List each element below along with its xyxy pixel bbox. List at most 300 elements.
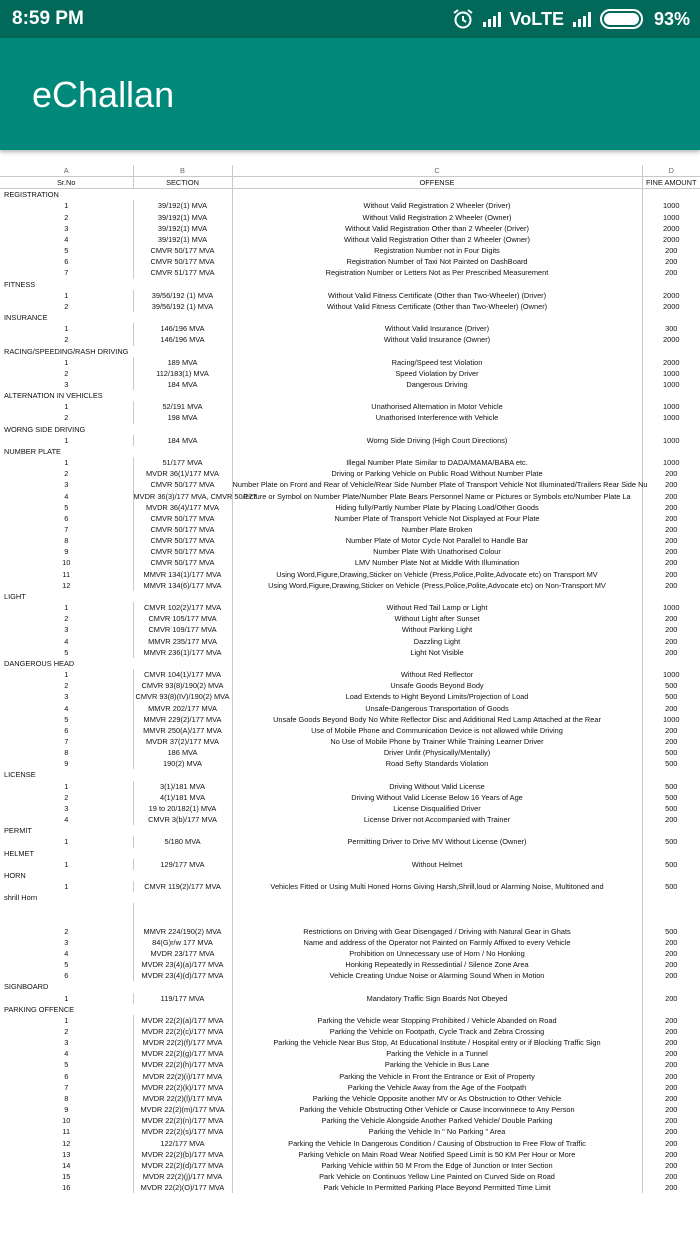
cell-sr-no: 12 [0, 1138, 133, 1149]
status-bar [0, 0, 700, 38]
cell-sr-no: 1 [0, 859, 133, 870]
cell-fine-amount: 500 [665, 692, 678, 702]
cell-section: 184 MVA [133, 435, 232, 446]
cell-section: MVDR 22(2)(j)/177 MVA [133, 1171, 232, 1182]
cell-section: CMVR 105/177 MVA [133, 613, 232, 624]
empty-cell [642, 892, 700, 903]
table-row [0, 468, 700, 479]
cell-section: MMVR 134(1)/177 MVA [133, 569, 232, 580]
table-row [0, 814, 700, 825]
cell-section: 5/180 MVA [133, 836, 232, 847]
cell-fine-amount: 2000 [663, 357, 680, 367]
cell-sr-no: 9 [0, 758, 133, 769]
cell-offense: Registration Number of Taxi Not Painted on DashBoard [232, 256, 642, 267]
cell-fine-amount: 200 [665, 1116, 678, 1126]
empty-cell [133, 279, 232, 290]
category-label: HELMET [4, 848, 34, 858]
empty-cell [133, 312, 232, 323]
cell-fine-amount: 200 [665, 1038, 678, 1048]
cell-sr-no: 1 [0, 435, 133, 446]
cell-fine-amount: 1000 [663, 379, 680, 389]
cell-sr-no: 4 [0, 234, 133, 245]
cell-sr-no: 5 [0, 714, 133, 725]
cell-section: 39/192(1) MVA [133, 212, 232, 223]
cell-fine-amount: 200 [665, 469, 678, 479]
cell-sr-no: 6 [0, 970, 133, 981]
cell-fine-amount: 200 [665, 993, 678, 1003]
cell-offense: Without Valid Registration Other than 2 Wheeler (Driver) [232, 223, 642, 234]
category-row [0, 848, 700, 859]
cell-fine-amount: 200 [665, 558, 678, 568]
cell-offense: Driving or Parking Vehicle on Public Road Without Number Plate [232, 468, 642, 479]
empty-cell [642, 346, 700, 357]
cell-section: MVDR 22(2)(O)/177 MVA [133, 1182, 232, 1193]
cell-section: 146/196 MVA [133, 334, 232, 345]
cell-section: 4(1)/181 MVA [133, 792, 232, 803]
cell-fine-amount: 200 [665, 736, 678, 746]
cell-section: MMVR 202/177 MVA [133, 703, 232, 714]
cell-offense: License Driver not Accompanied with Trainer [232, 814, 642, 825]
header-sr-no: Sr.No [0, 177, 133, 189]
app-bar [0, 38, 700, 150]
table-row [0, 267, 700, 278]
category-row [0, 1004, 700, 1015]
cell-offense: Load Extends to Hight Beyond Limits/Projection of Load [232, 691, 642, 702]
column-letter: A [0, 165, 133, 177]
cell-offense: Honking Repeatedly in Ressedintial / Silence Zone Area [232, 959, 642, 970]
status-icons [452, 8, 690, 30]
cell-sr-no: 11 [0, 569, 133, 580]
cell-offense: Parking the Vehicle in Front the Entrance or Exit of Property [232, 1071, 642, 1082]
category-row [0, 591, 700, 602]
cell-fine-amount: 1000 [663, 458, 680, 468]
table-row [0, 636, 700, 647]
empty-cell [232, 346, 642, 357]
cell-sr-no: 1 [0, 323, 133, 334]
table-row [0, 457, 700, 468]
cell-fine-amount: 500 [665, 759, 678, 769]
cell-sr-no: 3 [0, 1037, 133, 1048]
cell-fine-amount: 1000 [663, 212, 680, 222]
offense-table-body [0, 165, 700, 1193]
table-row [0, 1160, 700, 1171]
cell-offense: Without Red Tail Lamp or Light [232, 602, 642, 613]
category-row [0, 279, 700, 290]
cell-section: 112/183(1) MVA [133, 368, 232, 379]
cell-offense: Parking the Vehicle In " No Parking " Area [232, 1126, 642, 1137]
cell-section: MVDR 22(2)(m)/177 MVA [133, 1104, 232, 1115]
cell-fine-amount: 200 [665, 1183, 678, 1193]
category-label: PERMIT [4, 826, 32, 836]
cell-sr-no: 13 [0, 1149, 133, 1160]
cell-sr-no: 4 [0, 948, 133, 959]
cell-offense: Parking Vehicle within 50 M From the Edge of Junction or Inter Section [232, 1160, 642, 1171]
cell-section: 19 to 20/182(1) MVA [133, 803, 232, 814]
cell-fine-amount: 200 [665, 268, 678, 278]
cell-sr-no: 4 [0, 1048, 133, 1059]
category-label: RACING/SPEEDING/RASH DRIVING [4, 346, 129, 356]
empty-cell [232, 390, 642, 401]
empty-cell [133, 346, 232, 357]
empty-cell [0, 903, 133, 914]
empty-cell [232, 892, 642, 903]
empty-cell [232, 424, 642, 435]
cell-section: 84(G)r/w 177 MVA [133, 937, 232, 948]
cell-fine-amount: 200 [665, 1127, 678, 1137]
table-row [0, 669, 700, 680]
cell-fine-amount: 200 [665, 1060, 678, 1070]
cell-offense: Registration Number not in Four Digits [232, 245, 642, 256]
table-row [0, 557, 700, 568]
header-offense: OFFENSE [232, 177, 642, 189]
cell-offense: Name and address of the Operator not Painted on Farmly Affixed to every Vehicle [232, 937, 642, 948]
spreadsheet-view[interactable] [0, 165, 700, 1244]
cell-offense: Illegal Number Plate Similar to DADA/MAMA/BABA etc. [232, 457, 642, 468]
cell-offense: Parking Vehicle on Main Road Wear Notified Speed Limit is 50 KM Per Hour or More [232, 1149, 642, 1160]
cell-offense: Driving Without Valid License Below 16 Years of Age [232, 792, 642, 803]
cell-fine-amount: 2000 [663, 234, 680, 244]
cell-offense: Without Valid Registration Other than 2 Wheeler (Owner) [232, 234, 642, 245]
empty-cell [232, 591, 642, 602]
cell-section: MVDR 22(2)(h)/177 MVA [133, 1059, 232, 1070]
cell-sr-no: 3 [0, 937, 133, 948]
cell-offense: Driving Without Valid License [232, 781, 642, 792]
cell-offense: Vehicle Creating Undue Noise or Alarming Sound When in Motion [232, 970, 642, 981]
cell-offense: Without Helmet [232, 859, 642, 870]
blank-row [0, 903, 700, 914]
cell-section: MVDR 22(2)(i)/177 MVA [133, 1071, 232, 1082]
cell-offense: Racing/Speed test Violation [232, 357, 642, 368]
cell-sr-no: 8 [0, 747, 133, 758]
empty-cell [133, 848, 232, 859]
cell-section: 39/56/192 (1) MVA [133, 301, 232, 312]
cell-fine-amount: 1000 [663, 714, 680, 724]
cell-offense: Vehicles Fitted or Using Multi Honed Horns Giving Harsh,Shrill,loud or Alarming Noise, Multitoned and [232, 881, 642, 892]
empty-cell [133, 769, 232, 780]
cell-fine-amount: 200 [665, 513, 678, 523]
table-row [0, 435, 700, 446]
cell-section: CMVR 104(1)/177 MVA [133, 669, 232, 680]
table-row [0, 256, 700, 267]
cell-fine-amount: 200 [665, 1071, 678, 1081]
empty-cell [642, 279, 700, 290]
cell-section: 198 MVA [133, 412, 232, 423]
cell-offense: Parking the Vehicle Away from the Age of the Footpath [232, 1082, 642, 1093]
table-row [0, 401, 700, 412]
cell-section: CMVR 50/177 MVA [133, 546, 232, 557]
cell-sr-no: 2 [0, 368, 133, 379]
empty-cell [642, 848, 700, 859]
cell-fine-amount: 200 [665, 614, 678, 624]
empty-cell [232, 279, 642, 290]
cell-fine-amount: 500 [665, 837, 678, 847]
cell-offense: Number Plate of Transport Vehicle Not Displayed at Four Plate [232, 513, 642, 524]
cell-sr-no: 1 [0, 781, 133, 792]
cell-fine-amount: 200 [665, 1160, 678, 1170]
table-row [0, 1126, 700, 1137]
category-label: SIGNBOARD [4, 982, 49, 992]
header-section: SECTION [133, 177, 232, 189]
cell-offense: Unsafe Goods Beyond Body [232, 680, 642, 691]
empty-cell [232, 825, 642, 836]
cell-offense: Hiding fully/Partly Number Plate by Placing Load/Other Goods [232, 502, 642, 513]
cell-fine-amount: 200 [665, 1082, 678, 1092]
cell-fine-amount: 500 [665, 926, 678, 936]
cell-offense: Using Word,Figure,Drawing,Sticker on Vehicle (Press,Police,Polite,Advocate etc) on Non-Transport MV [232, 580, 642, 591]
table-row [0, 602, 700, 613]
cell-sr-no: 3 [0, 479, 133, 490]
cell-section: 146/196 MVA [133, 323, 232, 334]
cell-fine-amount: 200 [665, 491, 678, 501]
cell-fine-amount: 200 [665, 246, 678, 256]
table-row [0, 714, 700, 725]
table-row [0, 1082, 700, 1093]
table-row [0, 680, 700, 691]
cell-sr-no: 3 [0, 803, 133, 814]
table-row [0, 334, 700, 345]
cell-offense: Speed Violation by Driver [232, 368, 642, 379]
empty-cell [642, 903, 700, 914]
cell-section: 129/177 MVA [133, 859, 232, 870]
table-row [0, 200, 700, 211]
table-row [0, 1115, 700, 1126]
table-row [0, 546, 700, 557]
cell-section: CMVR 109/177 MVA [133, 624, 232, 635]
cell-fine-amount: 200 [665, 1049, 678, 1059]
cell-sr-no: 3 [0, 691, 133, 702]
cell-section: MVDR 36(1)/177 MVA [133, 468, 232, 479]
blank-row [0, 914, 700, 925]
cell-section: 119/177 MVA [133, 993, 232, 1004]
cell-sr-no: 9 [0, 1104, 133, 1115]
cell-sr-no: 4 [0, 491, 133, 502]
cell-section: 3(1)/181 MVA [133, 781, 232, 792]
table-row [0, 368, 700, 379]
empty-cell [133, 424, 232, 435]
cell-section: CMVR 50/177 MVA [133, 557, 232, 568]
table-row [0, 1059, 700, 1070]
empty-cell [642, 658, 700, 669]
cell-offense: Without Red Reflector [232, 669, 642, 680]
table-row [0, 747, 700, 758]
category-label: FITNESS [4, 279, 36, 289]
table-row [0, 647, 700, 658]
signal-icon [482, 11, 502, 27]
category-label: PARKING OFFENCE [4, 1004, 75, 1014]
header-fine-amount: FINE AMOUNT [642, 177, 700, 189]
category-label: DANGEROUS HEAD [4, 658, 75, 668]
status-time: 8:59 PM [12, 8, 84, 29]
cell-offense: Road Sefty Standards Violation [232, 758, 642, 769]
cell-sr-no: 14 [0, 1160, 133, 1171]
cell-section: MVDR 22(2)(a)/177 MVA [133, 1015, 232, 1026]
cell-fine-amount: 500 [665, 859, 678, 869]
cell-section: MVDR 22(2)(c)/177 MVA [133, 1026, 232, 1037]
cell-offense: Restrictions on Driving with Gear Disengaged / Driving with Natural Gear in Ghats [232, 926, 642, 937]
cell-fine-amount: 2000 [663, 301, 680, 311]
cell-sr-no: 8 [0, 1093, 133, 1104]
table-row [0, 1149, 700, 1160]
empty-cell [232, 658, 642, 669]
cell-offense: Parking the Vehicle wear Stopping Prohibited / Vehicle Abanded on Road [232, 1015, 642, 1026]
table-row [0, 959, 700, 970]
cell-section: CMVR 50/177 MVA [133, 256, 232, 267]
column-letter-row [0, 165, 700, 177]
cell-offense: Without Valid Registration 2 Wheeler (Owner) [232, 212, 642, 223]
cell-offense: Parking the Vehicle in Bus Lane [232, 1059, 642, 1070]
cell-offense: Number Plate on Front and Rear of Vehicle/Rear Side Number Plate of Transport Vehicle Not Illuminated/Trailers Rear Side Nu [232, 480, 648, 490]
cell-sr-no: 6 [0, 256, 133, 267]
empty-cell [232, 903, 642, 914]
empty-cell [642, 914, 700, 925]
cell-sr-no: 7 [0, 1082, 133, 1093]
category-row [0, 870, 700, 881]
cell-offense: Parking the Vehicle Alongside Another Parked Vehicle/ Double Parking [232, 1115, 642, 1126]
empty-cell [642, 390, 700, 401]
cell-offense: Parking the Vehicle in a Tunnel [232, 1048, 642, 1059]
cell-sr-no: 1 [0, 457, 133, 468]
app-title: eChallan [32, 74, 175, 115]
table-row [0, 569, 700, 580]
table-row [0, 323, 700, 334]
category-label: INSURANCE [4, 313, 48, 323]
cell-section: CMVR 102(2)/177 MVA [133, 602, 232, 613]
cell-section: CMVR 50/177 MVA [133, 524, 232, 535]
table-row [0, 948, 700, 959]
empty-cell [133, 189, 232, 201]
cell-sr-no: 16 [0, 1182, 133, 1193]
cell-sr-no: 3 [0, 379, 133, 390]
category-row [0, 312, 700, 323]
cell-section: MMVR 134(6)/177 MVA [133, 580, 232, 591]
cell-section: MMVR 235/177 MVA [133, 636, 232, 647]
category-row [0, 825, 700, 836]
column-letter: D [642, 165, 700, 177]
cell-sr-no: 2 [0, 792, 133, 803]
network-type: VoLTE [509, 8, 564, 29]
cell-sr-no: 2 [0, 468, 133, 479]
table-row [0, 725, 700, 736]
empty-cell [0, 914, 133, 925]
cell-sr-no: 1 [0, 881, 133, 892]
cell-offense: Parking the Vehicle In Dangerous Condition / Causing of Obstruction to Free Flow of Traffic [232, 1138, 642, 1149]
cell-section: MVDR 36(3)/177 MVA, CMVR 50/177 [133, 491, 257, 501]
table-row [0, 357, 700, 368]
cell-section: 39/56/192 (1) MVA [133, 290, 232, 301]
category-row [0, 981, 700, 992]
empty-cell [133, 825, 232, 836]
empty-cell [642, 591, 700, 602]
cell-sr-no: 12 [0, 580, 133, 591]
cell-fine-amount: 200 [665, 1015, 678, 1025]
cell-fine-amount: 200 [665, 536, 678, 546]
cell-offense: Parking the Vehicle Opposite another MV or As Obstruction to Other Vehicle [232, 1093, 642, 1104]
empty-cell [232, 981, 642, 992]
cell-offense: Without Valid Insurance (Driver) [232, 323, 642, 334]
table-row [0, 926, 700, 937]
cell-section: 190(2) MVA [133, 758, 232, 769]
cell-section: 51/177 MVA [133, 457, 232, 468]
cell-sr-no: 4 [0, 703, 133, 714]
cell-sr-no: 4 [0, 636, 133, 647]
cell-offense: Picture or Symbol on Number Plate/Number Plate Bears Personnel Name or Pictures or Symbols etc/Number Plate La [232, 491, 642, 502]
cell-sr-no: 1 [0, 836, 133, 847]
cell-sr-no: 6 [0, 1071, 133, 1082]
cell-offense: Registration Number or Letters Not as Per Prescribed Measurement [232, 267, 642, 278]
category-label: REGISTRATION [4, 190, 59, 200]
cell-fine-amount: 200 [665, 948, 678, 958]
table-row [0, 1171, 700, 1182]
cell-fine-amount: 2000 [663, 223, 680, 233]
cell-fine-amount: 200 [665, 1138, 678, 1148]
empty-cell [642, 825, 700, 836]
cell-section: CMVR 50/177 MVA [133, 535, 232, 546]
cell-section: MVDR 23/177 MVA [133, 948, 232, 959]
category-label: NUMBER PLATE [4, 446, 61, 456]
cell-section: MVDR 22(2)(l)/177 MVA [133, 1093, 232, 1104]
cell-fine-amount: 500 [665, 748, 678, 758]
table-row [0, 502, 700, 513]
category-row [0, 658, 700, 669]
cell-section: MMVR 236(1)/177 MVA [133, 647, 232, 658]
table-row [0, 412, 700, 423]
cell-fine-amount: 300 [665, 324, 678, 334]
cell-sr-no: 5 [0, 647, 133, 658]
table-row [0, 491, 700, 502]
cell-offense: Prohibition on Unnecessary use of Horn / No Honking [232, 948, 642, 959]
empty-cell [133, 1004, 232, 1015]
empty-cell [642, 769, 700, 780]
empty-cell [642, 870, 700, 881]
category-row [0, 769, 700, 780]
table-row [0, 703, 700, 714]
cell-sr-no: 9 [0, 546, 133, 557]
empty-cell [232, 870, 642, 881]
cell-sr-no: 1 [0, 993, 133, 1004]
battery-icon [600, 9, 646, 29]
table-row [0, 993, 700, 1004]
table-row [0, 245, 700, 256]
cell-sr-no: 1 [0, 669, 133, 680]
cell-sr-no: 5 [0, 959, 133, 970]
table-row [0, 803, 700, 814]
cell-section: CMVR 93(8)/190(2) MVA [133, 680, 232, 691]
cell-offense: Parking the Vehicle Near Bus Stop, At Educational Institute / Hospital entry or if Blocking Traffic Sign [232, 1037, 642, 1048]
cell-sr-no: 1 [0, 290, 133, 301]
empty-cell [642, 189, 700, 201]
cell-offense: Use of Mobile Phone and Communication Device is not allowed while Driving [232, 725, 642, 736]
cell-section: CMVR 50/177 MVA [133, 479, 232, 490]
category-label: HORN [4, 870, 26, 880]
cell-section: MVDR 22(2)(d)/177 MVA [133, 1160, 232, 1171]
table-row [0, 1037, 700, 1048]
cell-fine-amount: 200 [665, 815, 678, 825]
cell-sr-no: 1 [0, 602, 133, 613]
category-label: WORNG SIDE DRIVING [4, 424, 86, 434]
cell-offense: Using Word,Figure,Drawing,Sticker on Vehicle (Press,Police,Polite,Advocate etc) on Transport MV [232, 569, 642, 580]
table-row [0, 758, 700, 769]
empty-cell [133, 390, 232, 401]
cell-fine-amount: 1000 [663, 435, 680, 445]
cell-offense: Without Valid Insurance (Owner) [232, 334, 642, 345]
table-row [0, 613, 700, 624]
empty-cell [642, 1004, 700, 1015]
table-row [0, 836, 700, 847]
empty-cell [133, 870, 232, 881]
table-row [0, 301, 700, 312]
cell-offense: Without Parking Light [232, 624, 642, 635]
cell-section: CMVR 50/177 MVA [133, 245, 232, 256]
